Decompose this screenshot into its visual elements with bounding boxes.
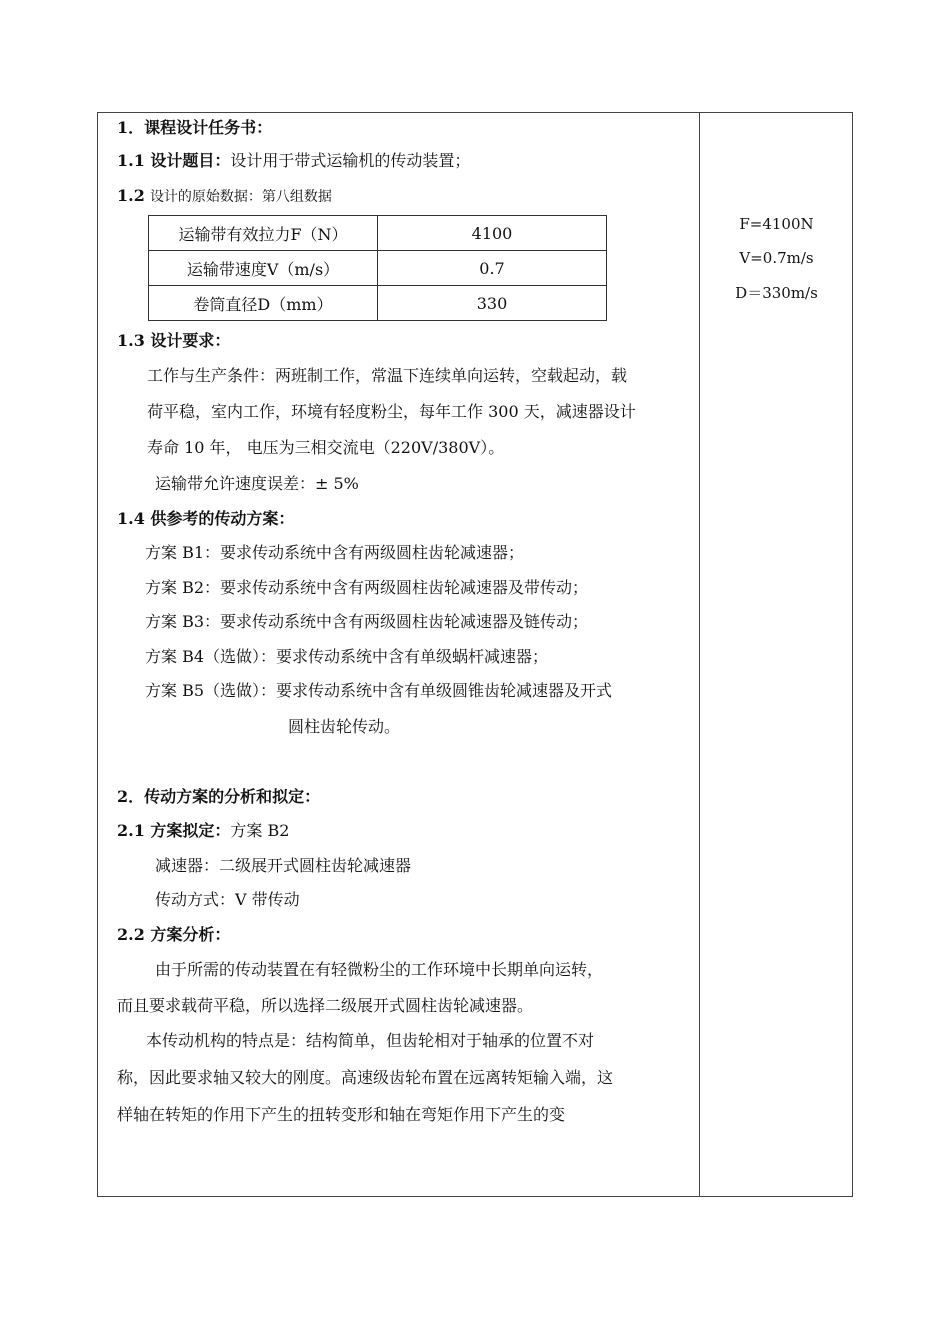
scheme-item: 方案 B5（选做）：要求传动系统中含有单级圆锥齿轮减速器及开式 (145, 681, 613, 700)
item-1-4-label: 1.4 供参考的传动方案： (117, 509, 295, 528)
reducer-text: 减速器：二级展开式圆柱齿轮减速器 (155, 856, 412, 875)
column-divider (699, 112, 700, 1197)
param-value: 330 (378, 286, 607, 321)
scheme-item: 方案 B3：要求传动系统中含有两级圆柱齿轮减速器及链传动； (145, 612, 589, 631)
param-value: 4100 (378, 216, 607, 251)
analysis-line: 称，因此要求轴又较大的刚度。高速级齿轮布置在远离转矩输入端，这 (117, 1068, 614, 1087)
item-1-1-text: 设计用于带式运输机的传动装置； (230, 151, 471, 170)
table-row (149, 286, 607, 321)
req-line: 寿命 10 年， 电压为三相交流电（220V/380V）。 (147, 438, 505, 457)
item-1-2-label: 1.2 (117, 186, 145, 205)
params-table (148, 215, 607, 321)
table-row (149, 251, 607, 286)
item-1-2 (117, 186, 332, 207)
item-2-1 (117, 821, 289, 841)
scheme-item: 方案 B2：要求传动系统中含有两级圆柱齿轮减速器及带传动； (145, 578, 589, 597)
item-1-1 (117, 151, 470, 171)
item-2-1-text: 方案 B2 (230, 821, 290, 840)
analysis-line: 样轴在转矩的作用下产生的扭转变形和轴在弯矩作用下产生的变 (117, 1105, 566, 1124)
scheme-item-cont: 圆柱齿轮传动。 (288, 717, 401, 736)
section2-title: 2．传动方案的分析和拟定： (117, 787, 321, 806)
sidebar-velocity: V=0.7m/s (739, 249, 814, 267)
param-name: 运输带速度V（m/s） (149, 251, 378, 286)
sidebar-force: F=4100N (739, 215, 814, 233)
item-1-3-label: 1.3 设计要求： (117, 331, 231, 350)
req-line: 荷平稳，室内工作，环境有轻度粉尘，每年工作 300 天，减速器设计 (147, 402, 636, 421)
analysis-line: 本传动机构的特点是：结构简单，但齿轮相对于轴承的位置不对 (146, 1031, 595, 1050)
scheme-item: 方案 B4（选做）：要求传动系统中含有单级蜗杆减速器； (145, 647, 549, 666)
param-value: 0.7 (378, 251, 607, 286)
analysis-line: 而且要求载荷平稳，所以选择二级展开式圆柱齿轮减速器。 (117, 996, 534, 1015)
item-2-1-label: 2.1 方案拟定： (117, 821, 231, 840)
analysis-line: 由于所需的传动装置在有轻微粉尘的工作环境中长期单向运转， (155, 960, 604, 979)
item-2-2-label: 2.2 方案分析： (117, 925, 231, 944)
param-name: 运输带有效拉力F（N） (149, 216, 378, 251)
table-row (149, 216, 607, 251)
tolerance-text: 运输带允许速度误差：± 5% (155, 474, 359, 493)
drive-text: 传动方式：V 带传动 (155, 890, 300, 909)
item-1-2-text: 设计的原始数据：第八组数据 (149, 189, 332, 205)
section1-title: 1．课程设计任务书： (117, 118, 273, 137)
req-line: 工作与生产条件：两班制工作，常温下连续单向运转，空载起动，载 (147, 366, 628, 385)
item-1-1-label: 1.1 设计题目： (117, 151, 231, 170)
scheme-item: 方案 B1：要求传动系统中含有两级圆柱齿轮减速器； (145, 543, 525, 562)
sidebar-diameter: D＝330m/s (735, 284, 818, 302)
param-name: 卷筒直径D（mm） (149, 286, 378, 321)
